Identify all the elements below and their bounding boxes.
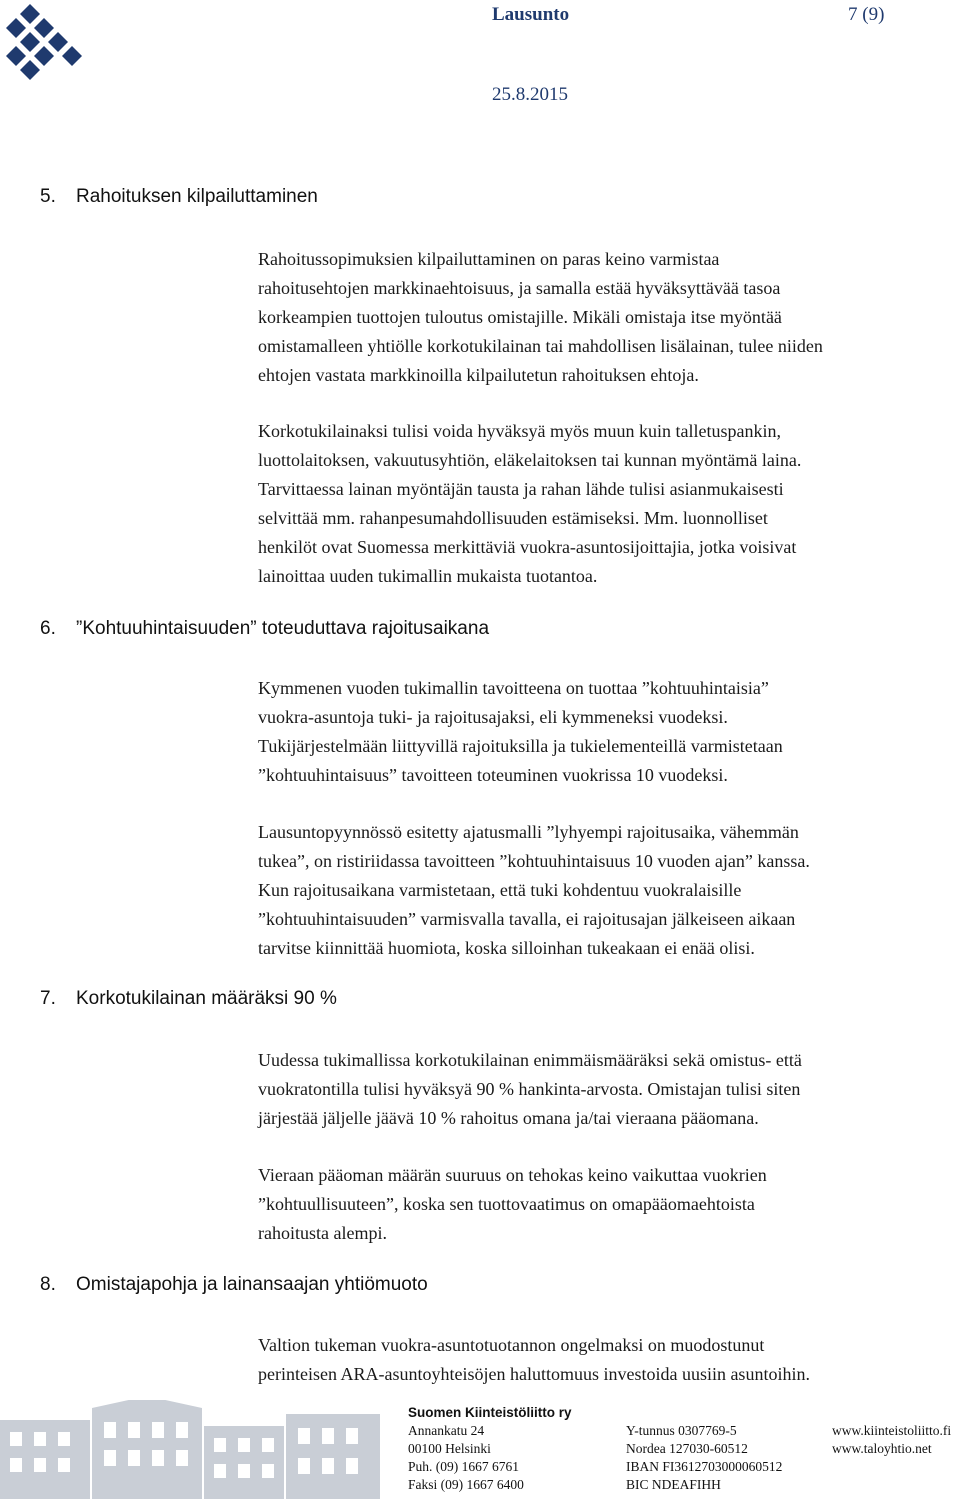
bank-account: Nordea 127030-60512 [626, 1441, 748, 1456]
text-line: Vieraan pääoman määrän suuruus on tehokas keino vaikuttaa vuokrien [258, 1165, 767, 1185]
text-line: Lausuntopyynnössö esitetty ajatusmalli ”lyhyempi rajoitusaika, vähemmän [258, 822, 799, 842]
address-line: 00100 Helsinki [408, 1441, 491, 1456]
diamond-grid-logo-icon [6, 4, 86, 84]
phone: Puh. (09) 1667 6761 [408, 1459, 519, 1474]
address-line: Annankatu 24 [408, 1423, 485, 1438]
footer-web [832, 1422, 951, 1458]
website-link[interactable]: www.kiinteistoliitto.fi [832, 1423, 952, 1438]
text-line: Tukijärjestelmään liittyvillä rajoituksilla ja tukielementeillä varmistetaan [258, 736, 783, 756]
text-line: Uudessa tukimallissa korkotukilainan enimmäismääräksi sekä omistus- että [258, 1050, 802, 1070]
text-line: Kymmenen vuoden tukimallin tavoitteena on tuottaa ”kohtuuhintaisia” [258, 678, 769, 698]
page-number: 7 (9) [848, 4, 885, 25]
building-illustration-icon [0, 1400, 380, 1499]
text-line: Kun rajoitusaikana varmistetaan, että tuki kohdentuu vuokralaisille [258, 880, 742, 900]
text-line: luottolaitoksen, vakuutusyhtiön, eläkelaitoksen tai kunnan myöntämä laina. [258, 450, 802, 470]
text-line: Valtion tukeman vuokra-asuntotuotannon ongelmaksi on muodostunut [258, 1335, 765, 1355]
text-line: Tarvittaessa lainan myöntäjän tausta ja rahan lähde tulisi asianmukaisesti [258, 479, 784, 499]
paragraph [258, 417, 948, 591]
text-line: ”kohtuuhintaisuus” tavoitteen toteuminen vuokrissa 10 vuodeksi. [258, 765, 728, 785]
section-heading-8 [40, 1274, 428, 1296]
section-heading-5 [40, 186, 318, 208]
text-line: rahoitusehtojen markkinaehtoisuus, ja samalla estää hyväksyttävää tasoa [258, 278, 781, 298]
section-number: 7. [40, 988, 56, 1009]
text-line: ehtojen vastata markkinoilla kilpailutetun rahoituksen ehtoja. [258, 365, 699, 385]
text-line: tarvitse kiinnittää huomiota, koska silloinhan tukeakaan ei enää olisi. [258, 938, 755, 958]
section-heading-7 [40, 988, 337, 1010]
section-title: Rahoituksen kilpailuttaminen [76, 186, 318, 207]
text-line: Rahoitussopimuksien kilpailuttaminen on paras keino varmistaa [258, 249, 720, 269]
paragraph [258, 1331, 948, 1389]
text-line: henkilöt ovat Suomessa merkittäviä vuokra-asuntosijoittajia, jotka voisivat [258, 537, 797, 557]
text-line: ”kohtuuhintaisuuden” varmisvalla tavalla, ei rajoitusajan jälkeiseen aikaan [258, 909, 796, 929]
footer-address [408, 1404, 572, 1494]
text-line: selvittää mm. rahanpesumahdollisuuden estämiseksi. Mm. luonnolliset [258, 508, 768, 528]
document-date: 25.8.2015 [492, 84, 568, 105]
text-line: järjestää jäljelle jäävä 10 % rahoitus omana ja/tai vieraana pääomana. [258, 1108, 759, 1128]
text-line: ”kohtuullisuuteen”, koska sen tuottovaatimus on omapääomaehtoista [258, 1194, 755, 1214]
text-line: korkeampien tuottojen tuloutus omistajille. Mikäli omistaja itse myöntää [258, 307, 782, 327]
text-line: perinteisen ARA-asuntoyhteisöjen haluttomuus investoida uusiin asuntoihin. [258, 1364, 810, 1384]
paragraph [258, 674, 948, 790]
website-link[interactable]: www.taloyhtio.net [832, 1441, 932, 1456]
iban: IBAN FI3612703000060512 [626, 1459, 783, 1474]
fax: Faksi (09) 1667 6400 [408, 1477, 524, 1492]
business-id: Y-tunnus 0307769-5 [626, 1423, 737, 1438]
text-line: vuokratontilla tulisi hyväksyä 90 % hankinta-arvosta. Omistajan tulisi siten [258, 1079, 801, 1099]
section-number: 5. [40, 186, 56, 207]
bic: BIC NDEAFIHH [626, 1477, 721, 1492]
footer-bank-info [626, 1422, 782, 1494]
section-number: 6. [40, 618, 56, 639]
document-type: Lausunto [492, 4, 570, 25]
text-line: lainoittaa uuden tukimallin mukaista tuotantoa. [258, 566, 598, 586]
section-title: Omistajapohja ja lainansaajan yhtiömuoto [76, 1274, 428, 1295]
text-line: vuokra-asuntoja tuki- ja rajoitusajaksi, eli kymmeneksi vuodeksi. [258, 707, 728, 727]
section-title: Korkotukilainan määräksi 90 % [76, 988, 337, 1009]
section-number: 8. [40, 1274, 56, 1295]
paragraph [258, 1161, 948, 1248]
paragraph [258, 818, 948, 963]
paragraph [258, 245, 948, 390]
section-title: ”Kohtuuhintaisuuden” toteuduttava rajoitusaikana [76, 618, 490, 639]
text-line: Korkotukilainaksi tulisi voida hyväksyä myös muun kuin talletuspankin, [258, 421, 781, 441]
text-line: tukea”, on ristiriidassa tavoitteen ”kohtuuhintaisuus 10 vuoden ajan” kanssa. [258, 851, 810, 871]
text-line: rahoitusta alempi. [258, 1223, 387, 1243]
section-heading-6 [40, 618, 489, 640]
text-line: omistamalleen yhtiölle korkotukilainan tai mahdollisen lisälainan, tulee niiden [258, 336, 823, 356]
paragraph [258, 1046, 948, 1133]
organization-name: Suomen Kiinteistöliitto ry [408, 1405, 572, 1420]
